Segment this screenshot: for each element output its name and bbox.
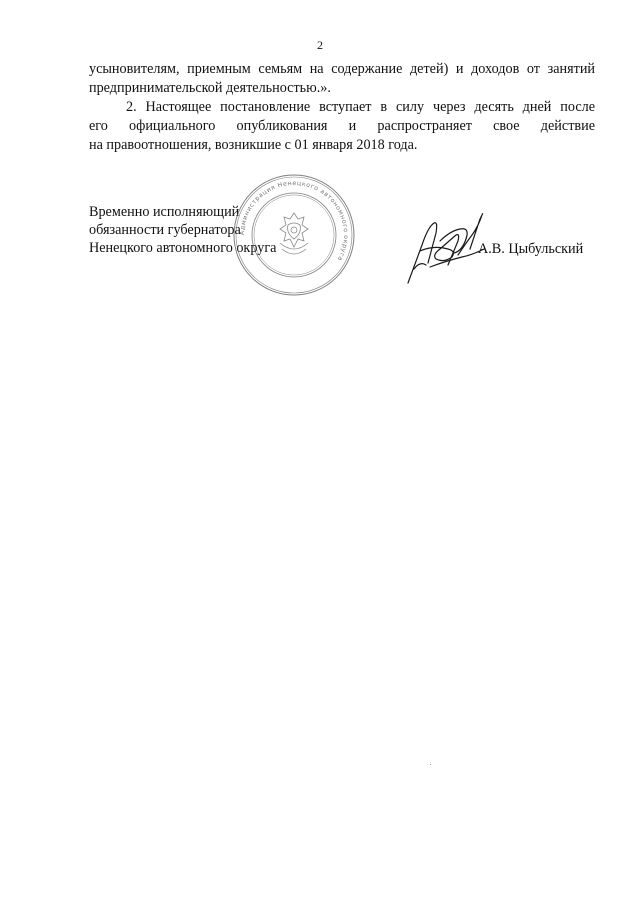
- paragraph-2: [89, 98, 595, 155]
- signatory-title-line-3: Ненецкого автономного округа: [89, 240, 277, 256]
- svg-text:Администрация Ненецкого автоно: [239, 180, 349, 262]
- scan-speck: [430, 764, 431, 765]
- paragraph-2-line-3: на правоотношения, возникшие с 01 января 2018 года.: [89, 137, 418, 153]
- paragraph-2-line-2: его официального опубликования и распространяет свое действие: [89, 118, 595, 134]
- document-body: [89, 60, 595, 155]
- paragraph-1: [89, 60, 595, 98]
- page-number: 2: [317, 38, 323, 52]
- signatory-title-line-1: Временно исполняющий: [89, 204, 240, 220]
- official-seal-icon: [232, 173, 356, 297]
- signatory-title-line-2: обязанности губернатора: [89, 222, 241, 238]
- paragraph-2-line-1: 2. Настоящее постановление вступает в силу через десять дней после: [126, 99, 595, 115]
- paragraph-1-line-1: усыновителям, приемным семьям на содержание детей) и доходов от занятий: [89, 61, 595, 77]
- paragraph-1-line-2: предпринимательской деятельностью.».: [89, 80, 331, 96]
- seal-outer-text: Администрация Ненецкого автономного округа: [238, 179, 350, 263]
- signatory-name: А.В. Цыбульский: [478, 241, 584, 257]
